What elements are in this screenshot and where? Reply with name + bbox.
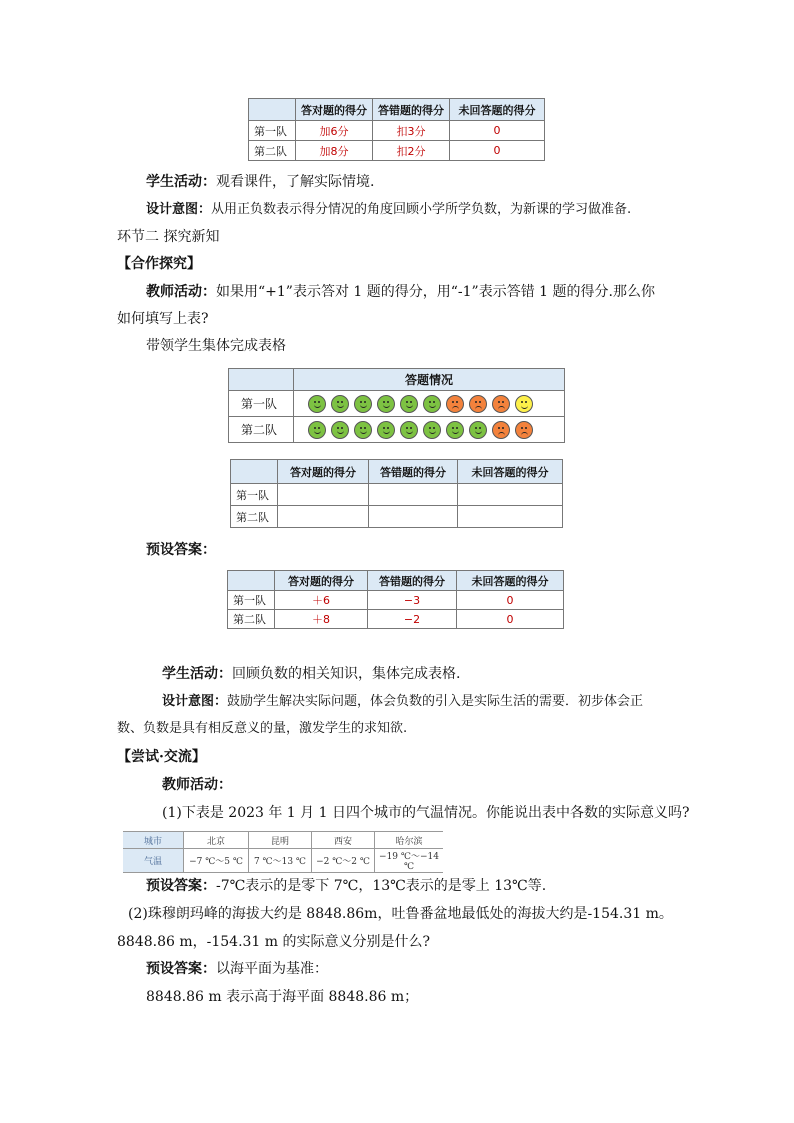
happy-face-icon <box>331 395 349 413</box>
empty-cell <box>278 506 369 528</box>
preset-answer-label: 预设答案： <box>146 542 216 558</box>
label: 学生活动： <box>146 174 216 190</box>
score-table-words <box>248 98 545 161</box>
question-2: (2)珠穆朗玛峰的海拔大约是 8848.86m，吐鲁番盆地最低处的海拔大约是-154.31 m。 <box>128 906 673 922</box>
team-cell: 第一队 <box>229 391 294 417</box>
city-cell: 西安 <box>312 832 375 849</box>
happy-face-icon <box>354 395 372 413</box>
text: 以海平面为基准： <box>216 961 328 977</box>
text: 观看课件，了解实际情境. <box>216 174 375 190</box>
temp-cell: −19 ℃～−14 ℃ <box>375 849 444 873</box>
sad-face-icon <box>446 395 464 413</box>
temp-cell: 7 ℃～13 ℃ <box>249 849 312 873</box>
section-title: 环节二 探究新知 <box>117 229 220 245</box>
answer-1 <box>146 876 546 896</box>
header-cell: 未回答题的得分 <box>450 99 545 121</box>
header-cell: 未回答题的得分 <box>457 571 564 591</box>
header-cell: 答对题的得分 <box>296 99 373 121</box>
city-cell: 北京 <box>184 832 249 849</box>
answer-2-cont: 8848.86 m 表示高于海平面 8848.86 m； <box>146 989 419 1005</box>
value-cell: ＋8 <box>275 610 368 629</box>
city-temperature-table <box>123 831 443 873</box>
student-activity-1 <box>146 172 374 192</box>
design-intent-1 <box>146 200 631 220</box>
answer-faces-table <box>228 368 565 443</box>
happy-face-icon <box>308 421 326 439</box>
value-cell: ＋6 <box>275 591 368 610</box>
header-cell: 答对题的得分 <box>275 571 368 591</box>
empty-cell <box>278 484 369 506</box>
teacher-activity-1 <box>146 282 655 302</box>
lead-text: 带领学生集体完成表格 <box>146 338 286 354</box>
label: 设计意图： <box>146 202 212 217</box>
happy-face-icon <box>446 421 464 439</box>
team-cell: 第一队 <box>231 484 278 506</box>
value-cell: 加8分 <box>296 141 373 161</box>
text: 回顾负数的相关知识，集体完成表格. <box>232 666 461 682</box>
question-1: (1)下表是 2023 年 1 月 1 日四个城市的气温情况。你能说出表中各数的实际意义吗? <box>162 805 690 821</box>
header-cell: 答错题的得分 <box>373 99 450 121</box>
city-cell: 哈尔滨 <box>375 832 444 849</box>
happy-face-icon <box>377 395 395 413</box>
temp-cell: −7 ℃～5 ℃ <box>184 849 249 873</box>
label: 设计意图： <box>162 694 228 709</box>
value-cell: −3 <box>368 591 457 610</box>
happy-face-icon <box>377 421 395 439</box>
city-header-cell: 气温 <box>123 849 184 873</box>
sad-face-icon <box>492 395 510 413</box>
student-activity-2 <box>162 664 460 684</box>
team-cell: 第二队 <box>228 610 275 629</box>
happy-face-icon <box>400 395 418 413</box>
blank-score-table <box>230 459 563 528</box>
city-cell: 昆明 <box>249 832 312 849</box>
header-cell: 答对题的得分 <box>278 460 369 484</box>
label: 预设答案： <box>146 878 216 894</box>
value-cell: 0 <box>450 141 545 161</box>
label: 学生活动： <box>162 666 232 682</box>
header-cell: 答错题的得分 <box>369 460 458 484</box>
team-cell: 第一队 <box>249 121 296 141</box>
team-cell: 第一队 <box>228 591 275 610</box>
value-cell: 扣2分 <box>373 141 450 161</box>
header-cell <box>228 571 275 591</box>
header-cell: 答错题的得分 <box>368 571 457 591</box>
happy-face-icon <box>423 421 441 439</box>
teacher-activity-2: 教师活动： <box>162 777 232 793</box>
empty-cell <box>369 484 458 506</box>
label: 教师活动： <box>146 284 216 300</box>
label: 预设答案： <box>146 961 216 977</box>
neutral-face-icon <box>515 395 533 413</box>
sad-face-icon <box>515 421 533 439</box>
faces-row <box>294 391 565 417</box>
value-cell: 加6分 <box>296 121 373 141</box>
city-header-cell: 城市 <box>123 832 184 849</box>
text: -7℃表示的是零下 7℃，13℃表示的是零上 13℃等. <box>216 878 547 894</box>
empty-cell <box>369 506 458 528</box>
empty-cell <box>458 506 563 528</box>
question-2-cont: 8848.86 m，-154.31 m 的实际意义分别是什么? <box>117 934 431 950</box>
design-intent-2 <box>162 692 643 712</box>
teacher-activity-1-cont: 如何填写上表? <box>117 311 209 327</box>
happy-face-icon <box>423 395 441 413</box>
faces-header: 答题情况 <box>294 369 565 391</box>
value-cell: 0 <box>457 610 564 629</box>
answer-score-table <box>227 570 564 629</box>
happy-face-icon <box>354 421 372 439</box>
value-cell: 扣3分 <box>373 121 450 141</box>
empty-cell <box>458 484 563 506</box>
header-cell: 未回答题的得分 <box>458 460 563 484</box>
happy-face-icon <box>331 421 349 439</box>
value-cell: −2 <box>368 610 457 629</box>
value-cell: 0 <box>457 591 564 610</box>
temp-cell: −2 ℃～2 ℃ <box>312 849 375 873</box>
text: 如果用“+1”表示答对 1 题的得分，用“-1”表示答错 1 题的得分.那么你 <box>216 284 655 300</box>
value-cell: 0 <box>450 121 545 141</box>
sad-face-icon <box>492 421 510 439</box>
team-cell: 第二队 <box>249 141 296 161</box>
text: 鼓励学生解决实际问题，体会负数的引入是实际生活的需要．初步体会正 <box>227 694 644 709</box>
header-cell <box>231 460 278 484</box>
team-cell: 第二队 <box>229 417 294 443</box>
faces-row <box>294 417 565 443</box>
answer-2 <box>146 959 328 979</box>
happy-face-icon <box>469 421 487 439</box>
happy-face-icon <box>400 421 418 439</box>
design-intent-2-cont: 数、负数是具有相反意义的量，激发学生的求知欲. <box>117 721 408 736</box>
exchange-heading: 【尝试·交流】 <box>117 749 206 765</box>
team-cell: 第二队 <box>231 506 278 528</box>
header-cell <box>249 99 296 121</box>
corner-cell <box>229 369 294 391</box>
coop-heading: 【合作探究】 <box>117 256 201 272</box>
happy-face-icon <box>308 395 326 413</box>
sad-face-icon <box>469 395 487 413</box>
text: 从用正负数表示得分情况的角度回顾小学所学负数，为新课的学习做准备. <box>211 202 632 217</box>
